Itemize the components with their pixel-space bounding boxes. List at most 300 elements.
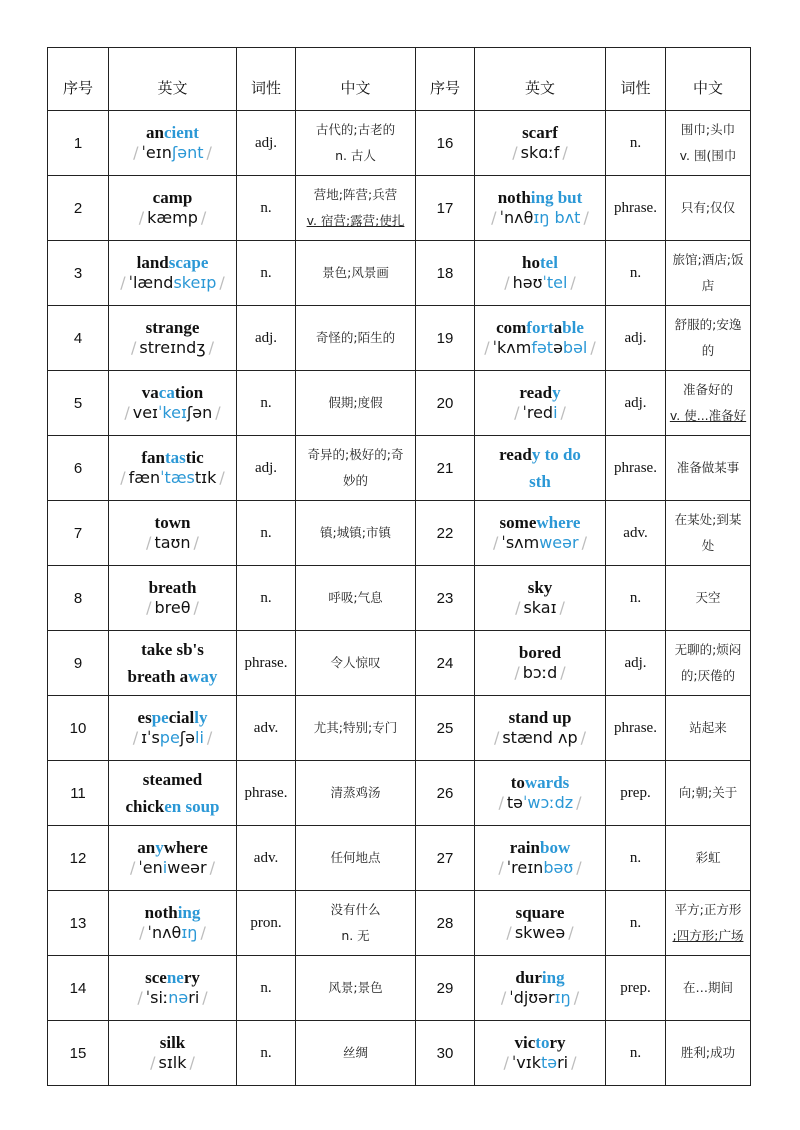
chinese-meaning	[296, 631, 416, 696]
text-segment: streɪndʒ	[139, 338, 206, 357]
text-segment: some	[499, 513, 537, 532]
highlight-segment: ne	[166, 968, 184, 987]
meaning-line: 平方;正方形	[674, 902, 742, 917]
text-segment: land	[136, 253, 169, 272]
english-cell	[109, 566, 237, 631]
part-of-speech: pron.	[237, 891, 296, 956]
text-segment: ˈsʌm	[501, 533, 540, 552]
entry-number: 6	[48, 436, 109, 501]
part-of-speech: prep.	[606, 761, 666, 826]
part-of-speech: n.	[606, 826, 666, 891]
meaning-line: 尤其;特别;专门	[313, 720, 398, 735]
english-cell	[475, 631, 606, 696]
english-cell	[109, 631, 237, 696]
header-chinese-right: 中文	[666, 48, 751, 111]
entry-number: 12	[48, 826, 109, 891]
slash-mark: /	[514, 403, 520, 422]
header-index-right: 序号	[416, 48, 475, 111]
slash-mark: /	[206, 728, 213, 747]
chinese-meaning	[296, 696, 416, 761]
text-segment: skɑːf	[520, 143, 560, 162]
text-segment: com	[496, 318, 527, 337]
slash-mark: /	[583, 208, 589, 227]
phonetic	[478, 793, 602, 813]
entry-number: 22	[416, 501, 475, 566]
highlight-segment: weər	[539, 533, 579, 552]
text-segment: taʊn	[154, 533, 191, 552]
text-segment: tion	[174, 383, 204, 402]
english-phrase-line	[112, 663, 233, 690]
highlight-segment: y	[552, 383, 561, 402]
slash-mark: /	[130, 858, 136, 877]
english-cell	[109, 501, 237, 566]
text-segment: rain	[509, 838, 540, 857]
part-of-speech: n.	[237, 176, 296, 241]
part-of-speech: n.	[606, 891, 666, 956]
highlight-segment: ing	[177, 903, 201, 922]
table-row	[48, 956, 751, 1021]
text-segment: ɪˈs	[141, 728, 160, 747]
slash-mark: /	[138, 208, 145, 227]
meaning-line: 旅馆;酒店;饭	[672, 252, 744, 267]
slash-mark: /	[219, 273, 225, 292]
phonetic	[112, 468, 233, 488]
chinese-meaning	[296, 891, 416, 956]
text-segment: ˈen	[138, 858, 163, 877]
chinese-meaning	[296, 566, 416, 631]
highlight-segment: ɪŋ bʌt	[533, 208, 581, 227]
chinese-meaning	[296, 176, 416, 241]
meaning-line: 在某处;到某	[674, 512, 742, 527]
text-segment: ry	[549, 1033, 566, 1052]
phonetic	[478, 598, 602, 618]
meaning-line: 在…期间	[682, 980, 733, 995]
english-cell	[109, 826, 237, 891]
part-of-speech: n.	[237, 566, 296, 631]
phonetic	[112, 1053, 233, 1073]
table-row	[48, 1021, 751, 1086]
text-segment: fan	[141, 448, 165, 467]
text-segment: dur	[515, 968, 542, 987]
chinese-meaning	[296, 111, 416, 176]
english-cell	[475, 1021, 606, 1086]
entry-number: 25	[416, 696, 475, 761]
entry-number: 14	[48, 956, 109, 1021]
chinese-meaning	[666, 696, 751, 761]
highlight-segment: tas	[164, 448, 186, 467]
text-segment: ho	[522, 253, 541, 272]
text-segment: ˈsiː	[145, 988, 169, 1007]
meaning-line: 胜利;成功	[680, 1045, 736, 1060]
english-word	[112, 1033, 233, 1053]
meaning-line: 景色;风景画	[322, 265, 389, 280]
table-row	[48, 761, 751, 826]
meaning-line: 舒服的;安逸	[674, 317, 742, 332]
text-segment: sky	[527, 578, 553, 597]
highlight-segment: ˈtel	[542, 273, 568, 292]
meaning-line: v. 围(围巾	[679, 148, 737, 163]
highlight-segment: bəl	[562, 338, 588, 357]
slash-mark: /	[498, 793, 504, 812]
header-chinese-left: 中文	[296, 48, 416, 111]
entry-number: 26	[416, 761, 475, 826]
slash-mark: /	[506, 923, 512, 942]
table-row	[48, 891, 751, 956]
slash-mark: /	[573, 988, 580, 1007]
english-word	[478, 838, 602, 858]
text-segment: a	[553, 318, 563, 337]
table-row	[48, 501, 751, 566]
header-english-right: 英文	[475, 48, 606, 111]
highlight-segment: ca	[158, 383, 175, 402]
part-of-speech: adj.	[606, 371, 666, 436]
english-word	[112, 123, 233, 143]
text-segment: ə	[553, 338, 563, 357]
chinese-meaning	[296, 371, 416, 436]
text-segment: skaɪ	[523, 598, 557, 617]
phonetic	[478, 273, 602, 293]
part-of-speech: n.	[606, 111, 666, 176]
part-of-speech: n.	[606, 241, 666, 306]
meaning-line: 围巾;头巾	[680, 122, 736, 137]
entry-number: 8	[48, 566, 109, 631]
highlight-segment: ɪŋ	[554, 988, 571, 1007]
slash-mark: /	[137, 988, 143, 1007]
text-segment: ri	[557, 1053, 569, 1072]
text-segment: scarf	[522, 123, 558, 142]
english-cell	[475, 371, 606, 436]
english-cell	[109, 891, 237, 956]
english-word	[112, 383, 233, 403]
meaning-line: ;四方形;广场	[672, 928, 744, 943]
meaning-line: 准备做某事	[676, 460, 740, 475]
entry-number: 2	[48, 176, 109, 241]
english-cell	[475, 891, 606, 956]
slash-mark: /	[208, 338, 214, 357]
text-segment: noth	[497, 188, 531, 207]
part-of-speech: adj.	[606, 631, 666, 696]
entry-number: 1	[48, 111, 109, 176]
entry-number: 23	[416, 566, 475, 631]
chinese-meaning	[296, 306, 416, 371]
phonetic	[478, 403, 602, 423]
english-cell	[109, 306, 237, 371]
table-row	[48, 566, 751, 631]
meaning-line: 奇怪的;陌生的	[315, 330, 396, 345]
highlight-segment: bow	[540, 838, 571, 857]
phonetic	[478, 143, 602, 163]
highlight-segment: i	[162, 858, 168, 877]
text-segment: sce	[145, 968, 167, 987]
entry-number: 30	[416, 1021, 475, 1086]
english-cell	[109, 176, 237, 241]
part-of-speech: n.	[606, 566, 666, 631]
highlight-segment: bəʊ	[543, 858, 574, 877]
text-segment: steamed	[142, 770, 203, 789]
vocabulary-sheet	[47, 47, 750, 1086]
chinese-meaning	[666, 566, 751, 631]
slash-mark: /	[580, 728, 587, 747]
meaning-line: 店	[701, 278, 715, 293]
english-cell	[475, 501, 606, 566]
phonetic	[478, 1053, 602, 1073]
english-cell	[109, 956, 237, 1021]
text-segment: skweə	[514, 923, 566, 942]
highlight-segment: way	[188, 667, 218, 686]
english-word	[478, 903, 602, 923]
meaning-line: v. 宿营;露营;使扎	[306, 213, 405, 228]
text-segment: breθ	[154, 598, 191, 617]
chinese-meaning	[666, 371, 751, 436]
text-segment: an	[146, 123, 165, 142]
text-segment: to	[510, 773, 525, 792]
english-word	[478, 188, 602, 208]
chinese-meaning	[666, 956, 751, 1021]
slash-mark: /	[493, 728, 500, 747]
text-segment: həʊ	[512, 273, 543, 292]
header-index-left: 序号	[48, 48, 109, 111]
english-word	[478, 968, 602, 988]
slash-mark: /	[562, 143, 568, 162]
chinese-meaning	[666, 111, 751, 176]
slash-mark: /	[120, 273, 126, 292]
highlight-segment: to	[535, 1033, 550, 1052]
part-of-speech: adv.	[237, 696, 296, 761]
text-segment: ˈlænd	[128, 273, 174, 292]
chinese-meaning	[666, 826, 751, 891]
meaning-line: 风景;景色	[328, 980, 383, 995]
slash-mark: /	[193, 598, 199, 617]
phonetic	[112, 533, 233, 553]
slash-mark: /	[512, 143, 518, 162]
english-cell	[475, 306, 606, 371]
vocabulary-table	[47, 47, 751, 1086]
entry-number: 4	[48, 306, 109, 371]
chinese-meaning	[666, 761, 751, 826]
english-word	[112, 253, 233, 273]
entry-number: 5	[48, 371, 109, 436]
phonetic	[478, 533, 602, 553]
slash-mark: /	[493, 533, 499, 552]
english-phrase-line	[112, 793, 233, 820]
entry-number: 13	[48, 891, 109, 956]
english-cell	[109, 761, 237, 826]
text-segment: noth	[144, 903, 178, 922]
meaning-line: 假期;度假	[328, 395, 383, 410]
slash-mark: /	[576, 793, 582, 812]
meaning-line: 的	[701, 343, 715, 358]
text-segment: es	[137, 708, 152, 727]
text-segment: ˈeɪn	[141, 143, 172, 162]
slash-mark: /	[498, 858, 504, 877]
text-segment: camp	[152, 188, 193, 207]
phonetic	[112, 403, 233, 423]
part-of-speech: n.	[606, 1021, 666, 1086]
table-row	[48, 241, 751, 306]
english-cell	[475, 111, 606, 176]
part-of-speech: phrase.	[606, 176, 666, 241]
highlight-segment: ly	[194, 708, 208, 727]
slash-mark: /	[133, 143, 139, 162]
entry-number: 16	[416, 111, 475, 176]
text-segment: tɪk	[194, 468, 217, 487]
highlight-segment: ˈkeɪ	[158, 403, 187, 422]
highlight-segment: li	[195, 728, 204, 747]
part-of-speech: phrase.	[606, 696, 666, 761]
slash-mark: /	[219, 468, 225, 487]
entry-number: 3	[48, 241, 109, 306]
phonetic	[478, 858, 602, 878]
entry-number: 20	[416, 371, 475, 436]
entry-number: 9	[48, 631, 109, 696]
text-segment: read	[519, 383, 553, 402]
highlight-segment: fət	[531, 338, 554, 357]
phonetic	[112, 923, 233, 943]
slash-mark: /	[139, 923, 145, 942]
table-row	[48, 306, 751, 371]
entry-number: 21	[416, 436, 475, 501]
slash-mark: /	[581, 533, 587, 552]
meaning-line: v. 使...准备好	[669, 408, 747, 423]
text-segment: ˈnʌθ	[499, 208, 534, 227]
meaning-line: 奇异的;极好的;奇	[307, 447, 404, 462]
slash-mark: /	[209, 858, 215, 877]
meaning-line: 呼吸;气息	[328, 590, 383, 605]
text-segment: weər	[167, 858, 207, 877]
part-of-speech: n.	[237, 956, 296, 1021]
chinese-meaning	[296, 826, 416, 891]
english-cell	[109, 1021, 237, 1086]
english-word	[112, 578, 233, 598]
header-english-left: 英文	[109, 48, 237, 111]
slash-mark: /	[215, 403, 221, 422]
slash-mark: /	[146, 533, 152, 552]
english-phrase-line	[478, 468, 602, 495]
english-word	[478, 643, 602, 663]
highlight-segment: ɪŋ	[181, 923, 198, 942]
english-word	[478, 773, 602, 793]
slash-mark: /	[202, 988, 208, 1007]
slash-mark: /	[131, 338, 137, 357]
meaning-line: 准备好的	[682, 382, 733, 397]
slash-mark: /	[146, 598, 152, 617]
highlight-segment: sth	[529, 472, 551, 491]
meaning-line: 令人惊叹	[330, 655, 381, 670]
slash-mark: /	[150, 1053, 156, 1072]
chinese-meaning	[666, 891, 751, 956]
part-of-speech: n.	[237, 371, 296, 436]
highlight-segment: y	[155, 838, 164, 857]
highlight-segment: ing but	[530, 188, 583, 207]
english-word	[478, 578, 602, 598]
part-of-speech: prep.	[606, 956, 666, 1021]
meaning-line: 妙的	[342, 473, 368, 488]
english-word	[112, 903, 233, 923]
text-segment: silk	[159, 1033, 186, 1052]
slash-mark: /	[120, 468, 126, 487]
phonetic	[478, 728, 602, 748]
meaning-line: 的;厌倦的	[680, 668, 736, 683]
slash-mark: /	[491, 208, 497, 227]
chinese-meaning	[666, 176, 751, 241]
english-word	[478, 123, 602, 143]
table-row	[48, 826, 751, 891]
english-word	[478, 513, 602, 533]
highlight-segment: ˈwɔːdz	[522, 793, 574, 812]
entry-number: 19	[416, 306, 475, 371]
meaning-line: 清蒸鸡汤	[330, 785, 381, 800]
english-word	[112, 513, 233, 533]
chinese-meaning	[296, 1021, 416, 1086]
header-pos-left: 词性	[237, 48, 296, 111]
english-word	[112, 968, 233, 988]
meaning-line: 镇;城镇;市镇	[320, 525, 391, 540]
english-word	[112, 318, 233, 338]
part-of-speech: n.	[237, 501, 296, 566]
chinese-meaning	[666, 631, 751, 696]
slash-mark: /	[568, 923, 574, 942]
text-segment: ry	[183, 968, 200, 987]
text-segment: chick	[125, 797, 165, 816]
text-segment: ˈdjʊər	[509, 988, 555, 1007]
meaning-line: n. 无	[341, 928, 370, 943]
text-segment: square	[515, 903, 565, 922]
part-of-speech: n.	[237, 241, 296, 306]
text-segment: strange	[145, 318, 200, 337]
english-word	[112, 448, 233, 468]
slash-mark: /	[200, 208, 207, 227]
text-segment: ˈvɪk	[511, 1053, 541, 1072]
text-segment: stænd ʌp	[502, 728, 578, 747]
entry-number: 10	[48, 696, 109, 761]
slash-mark: /	[560, 403, 566, 422]
phonetic	[112, 598, 233, 618]
english-cell	[109, 371, 237, 436]
text-segment: va	[141, 383, 159, 402]
text-segment: breath	[148, 578, 197, 597]
phonetic	[112, 858, 233, 878]
text-segment: town	[154, 513, 191, 532]
chinese-meaning	[296, 761, 416, 826]
english-word	[478, 383, 602, 403]
highlight-segment: tel	[540, 253, 558, 272]
text-segment: where	[163, 838, 208, 857]
phonetic	[112, 273, 233, 293]
highlight-segment: tə	[540, 1053, 558, 1072]
table-row	[48, 111, 751, 176]
text-segment: ʃə	[179, 728, 195, 747]
chinese-meaning	[666, 306, 751, 371]
meaning-line: 只有;仅仅	[680, 200, 736, 215]
phonetic	[112, 988, 233, 1008]
highlight-segment: nə	[168, 988, 189, 1007]
slash-mark: /	[504, 273, 510, 292]
part-of-speech: adv.	[606, 501, 666, 566]
slash-mark: /	[570, 273, 576, 292]
english-cell	[109, 111, 237, 176]
phonetic	[478, 338, 602, 358]
entry-number: 17	[416, 176, 475, 241]
english-cell	[475, 566, 606, 631]
meaning-line: 处	[701, 538, 715, 553]
slash-mark: /	[503, 1053, 509, 1072]
slash-mark: /	[576, 858, 582, 877]
vocabulary-body	[48, 111, 751, 1086]
part-of-speech: phrase.	[606, 436, 666, 501]
text-segment: read	[499, 445, 532, 464]
english-cell	[475, 761, 606, 826]
entry-number: 18	[416, 241, 475, 306]
